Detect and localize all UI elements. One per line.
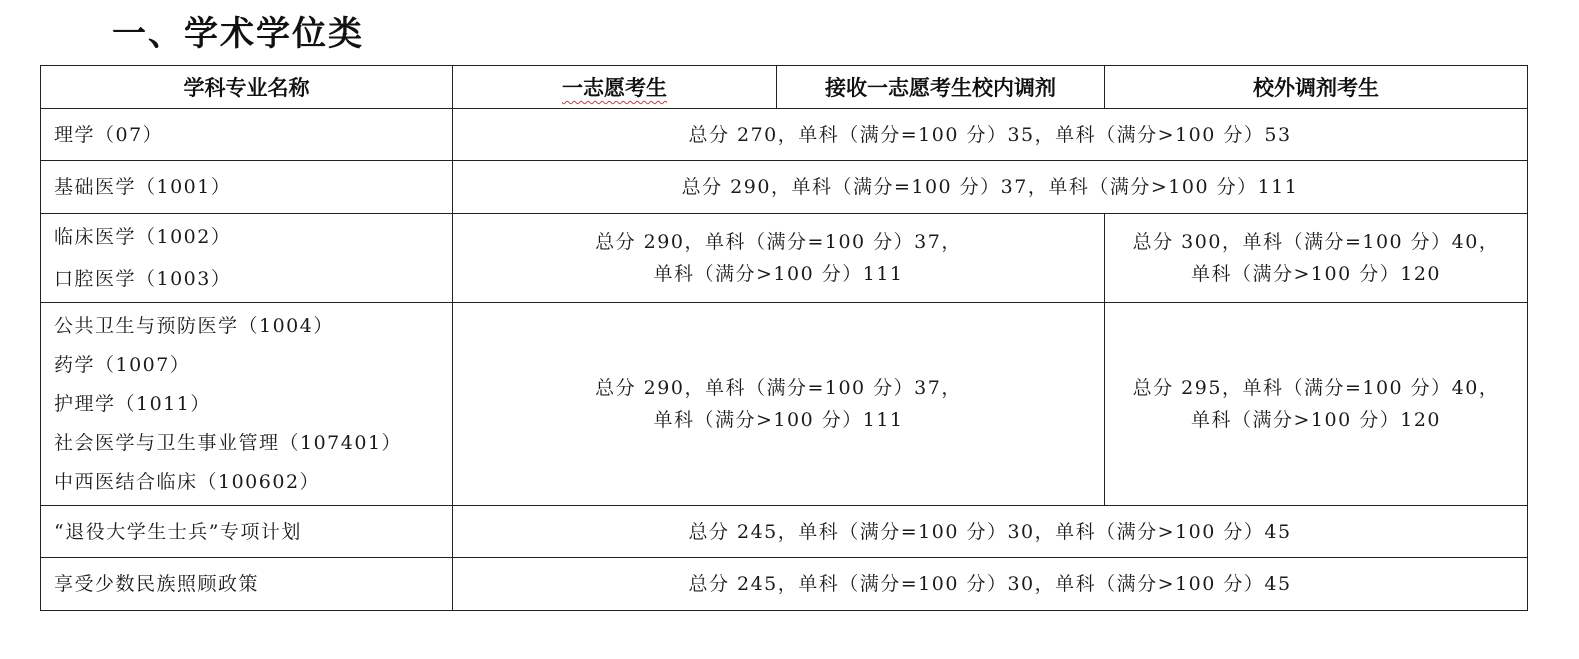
subject-cell — [41, 558, 453, 611]
subject-name: 理学（07） — [54, 123, 164, 146]
table-row — [41, 558, 1528, 611]
internal-score-cell — [453, 214, 1105, 303]
subject-name: “退役大学生士兵”专项计划 — [54, 520, 302, 543]
subject-cell — [41, 506, 453, 558]
score-cell — [453, 506, 1528, 558]
score-text: 单科（满分>100 分）120 — [1191, 263, 1441, 285]
subject-name: 享受少数民族照顾政策 — [54, 573, 260, 595]
score-cell — [453, 558, 1528, 611]
section-title: 一、学术学位类 — [112, 14, 364, 54]
table-row — [41, 506, 1528, 558]
score-text: 总分 270，单科（满分=100 分）35，单科（满分>100 分）53 — [688, 123, 1292, 146]
score-text: 总分 290，单科（满分=100 分）37，单科（满分>100 分）111 — [681, 176, 1299, 198]
subject-name: 口腔医学（1003） — [54, 268, 232, 290]
header-internal-adjust — [777, 66, 1105, 109]
subject-name: 公共卫生与预防医学（1004） — [54, 314, 334, 337]
score-cell — [453, 161, 1528, 214]
header-external-adjust: 校外调剂考生 — [1105, 66, 1528, 109]
subject-cell — [41, 214, 453, 303]
table-row — [41, 109, 1528, 161]
score-text: 总分 295，单科（满分=100 分）40， — [1132, 377, 1500, 399]
subject-cell — [41, 161, 453, 214]
external-score-cell — [1105, 214, 1528, 303]
score-text: 总分 245，单科（满分=100 分）30，单科（满分>100 分）45 — [688, 573, 1292, 595]
header-first-choice — [453, 66, 777, 109]
header-first-choice-label: 一志愿考生 — [562, 76, 667, 100]
score-text: 单科（满分>100 分）111 — [653, 409, 904, 431]
subject-name: 中西医结合临床（100602） — [54, 470, 321, 493]
subject-cell — [41, 109, 453, 161]
external-score-cell — [1105, 303, 1528, 506]
table-header-row — [41, 66, 1528, 109]
score-text: 单科（满分>100 分）120 — [1191, 409, 1441, 431]
score-text: 总分 300，单科（满分=100 分）40， — [1132, 231, 1500, 253]
score-cell — [453, 109, 1528, 161]
internal-score-cell — [453, 303, 1105, 506]
table-row — [41, 214, 1528, 303]
subject-name: 基础医学（1001） — [54, 176, 232, 198]
subject-name: 社会医学与卫生事业管理（107401） — [54, 431, 403, 454]
subject-name: 临床医学（1002） — [54, 226, 232, 248]
subject-name: 护理学（1011） — [54, 392, 211, 415]
subject-cell — [41, 303, 453, 506]
score-text: 总分 290，单科（满分=100 分）37， — [595, 377, 962, 399]
table-row — [41, 161, 1528, 214]
score-text: 总分 290，单科（满分=100 分）37， — [595, 231, 962, 253]
score-table — [40, 65, 1528, 611]
header-subject: 学科专业名称 — [41, 66, 453, 109]
score-text: 单科（满分>100 分）111 — [653, 263, 904, 285]
score-text: 总分 245，单科（满分=100 分）30，单科（满分>100 分）45 — [688, 520, 1292, 543]
header-internal-adjust-label: 接收一志愿考生校内调剂 — [825, 76, 1056, 100]
table-row — [41, 303, 1528, 506]
subject-name: 药学（1007） — [54, 353, 191, 376]
